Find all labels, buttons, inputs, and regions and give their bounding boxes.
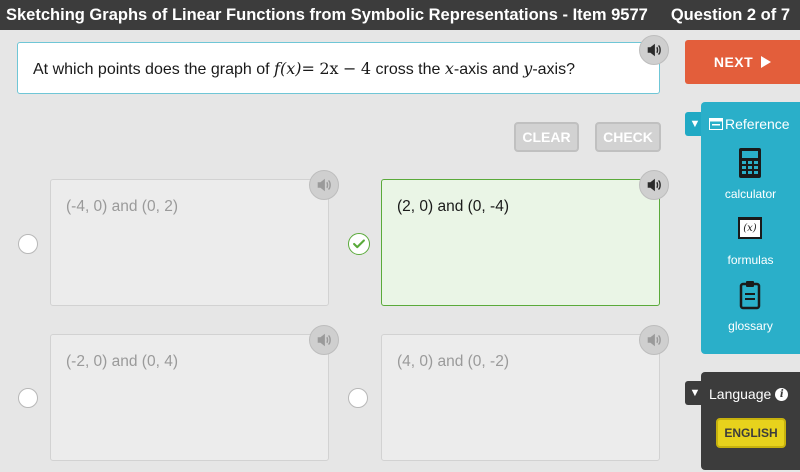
- reference-toggle[interactable]: ▼: [685, 112, 705, 136]
- reference-panel: [701, 102, 800, 354]
- answer-d-card[interactable]: [381, 334, 660, 461]
- calculator-label[interactable]: calculator: [724, 187, 777, 201]
- answer-b-card[interactable]: [381, 179, 660, 306]
- answer-c-audio-button[interactable]: [309, 325, 339, 355]
- answer-a-text: (-4, 0) and (0, 2): [66, 198, 178, 215]
- speaker-icon: [315, 331, 333, 349]
- question-counter: Question 2 of 7: [670, 6, 790, 24]
- answer-c-radio[interactable]: [18, 388, 38, 408]
- question-audio-button[interactable]: [639, 35, 669, 65]
- play-arrow-icon: [761, 56, 771, 68]
- answer-b-text: (2, 0) and (0, -4): [397, 198, 509, 215]
- formulas-icon[interactable]: (x): [738, 217, 762, 239]
- answer-d-radio[interactable]: [348, 388, 368, 408]
- info-icon[interactable]: i: [775, 388, 788, 401]
- formulas-label[interactable]: formulas: [727, 253, 774, 267]
- speaker-icon: [645, 176, 663, 194]
- glossary-label[interactable]: glossary: [728, 319, 773, 333]
- language-panel: [701, 372, 800, 470]
- item-title: Sketching Graphs of Linear Functions from Symbolic Representations - Item 9577: [6, 6, 648, 24]
- question-text: At which points does the graph of f(x)= 2x − 4 cross the x-axis and y-axis?: [33, 59, 576, 78]
- speaker-icon: [645, 331, 663, 349]
- answer-d-text: (4, 0) and (0, -2): [397, 353, 509, 370]
- keyboard-icon: [709, 118, 723, 130]
- speaker-icon: [315, 176, 333, 194]
- answer-c-text: (-2, 0) and (0, 4): [66, 353, 178, 370]
- answer-a-radio[interactable]: [18, 234, 38, 254]
- language-toggle[interactable]: ▼: [685, 381, 705, 405]
- clear-button[interactable]: CLEAR: [514, 122, 579, 152]
- answer-b-radio[interactable]: [348, 233, 370, 255]
- checkmark-icon: [352, 237, 366, 251]
- answer-d-audio-button[interactable]: [639, 325, 669, 355]
- glossary-icon[interactable]: [739, 280, 761, 310]
- language-header: Language i: [709, 386, 788, 402]
- answer-a-card[interactable]: [50, 179, 329, 306]
- speaker-icon: [645, 41, 663, 59]
- english-button[interactable]: ENGLISH: [716, 418, 786, 448]
- answer-b-audio-button[interactable]: [639, 170, 669, 200]
- answer-c-card[interactable]: [50, 334, 329, 461]
- answer-a-audio-button[interactable]: [309, 170, 339, 200]
- next-button[interactable]: NEXT: [685, 40, 800, 84]
- reference-header[interactable]: Reference: [709, 116, 790, 132]
- calculator-icon[interactable]: [738, 147, 762, 179]
- check-button[interactable]: CHECK: [595, 122, 661, 152]
- title-bar: [0, 0, 800, 30]
- question-box: [17, 42, 660, 94]
